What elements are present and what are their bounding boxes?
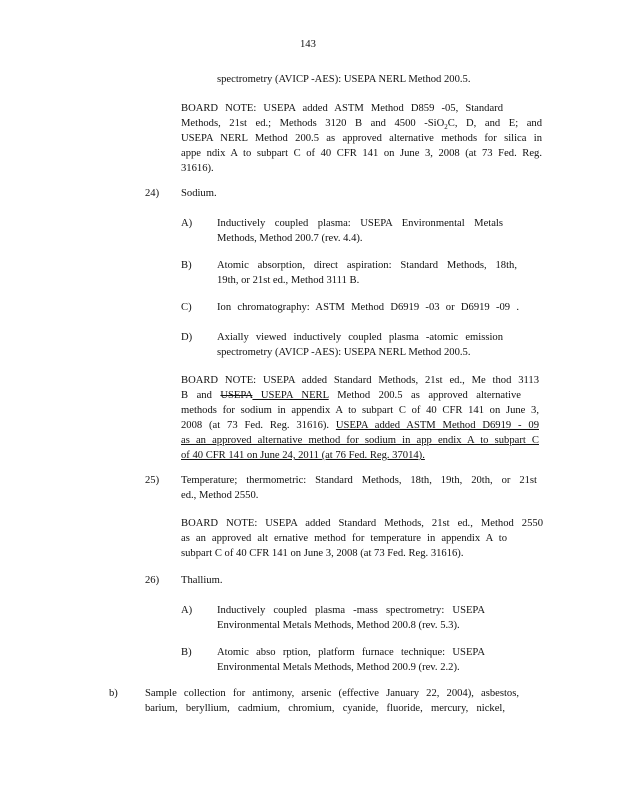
item-24b-label: B) xyxy=(181,260,192,271)
item-24c-line-1: Ion chromatography: ASTM Method D6919 -03 or D6919 -09 . xyxy=(217,302,519,313)
item-26-title: Thallium. xyxy=(181,575,223,586)
note-sodium-line-4: 2008 (at 73 Fed. Reg. 31616). USEPA added ASTM Method D6919 - 09 xyxy=(181,420,539,431)
item-26a-label: A) xyxy=(181,605,193,616)
note-sodium-line-6: of 40 CFR 141 on June 24, 2011 (at 76 Fed. Reg. 37014). xyxy=(181,450,425,461)
item-26b-label: B) xyxy=(181,647,192,658)
prev-item-d-continuation: spectrometry (AVICP -AES): USEPA NERL Method 200.5. xyxy=(217,74,471,85)
note-silica-line-4: appe ndix A to subpart C of 40 CFR 141 on June 3, 2008 (at 73 Fed. Reg. xyxy=(181,148,542,159)
item-26a-line-2: Environmental Metals Methods, Method 200.8 (rev. 5.3). xyxy=(217,620,460,631)
note-sodium-line-3: methods for sodium in appendix A to subpart C of 40 CFR 141 on June 3, xyxy=(181,405,539,416)
note-silica-line-5: 31616). xyxy=(181,163,214,174)
struck-text: USEPA xyxy=(220,390,253,401)
inserted-text: USEPA added ASTM Method D6919 - 09 xyxy=(335,420,539,431)
note-sodium-line-5: as an approved alternative method for sodium in app endix A to subpart C xyxy=(181,435,539,446)
item-25-number: 25) xyxy=(145,475,160,486)
item-24a-label: A) xyxy=(181,218,193,229)
note-sodium-line-1: BOARD NOTE: USEPA added Standard Methods, 21st ed., Me thod 3113 xyxy=(181,375,539,386)
note-silica-line-2: Methods, 21st ed.; Methods 3120 B and 4500 -SiO$_2$C, D, and E; and xyxy=(181,118,542,132)
inserted-text: USEPA NERL xyxy=(252,390,329,401)
page-number: 143 xyxy=(300,39,316,50)
item-24a-line-1: Inductively coupled plasma: USEPA Environmental Metals xyxy=(217,218,503,229)
note-silica-line-3: USEPA NERL Method 200.5 as approved alternative methods for silica in xyxy=(181,133,542,144)
item-24d-line-1: Axially viewed inductively coupled plasma -atomic emission xyxy=(217,332,503,343)
item-26a-line-1: Inductively coupled plasma -mass spectrometry: USEPA xyxy=(217,605,485,616)
item-b-line-2: barium, beryllium, cadmium, chromium, cyanide, fluoride, mercury, nickel, xyxy=(145,703,505,714)
item-26b-line-1: Atomic abso rption, platform furnace technique: USEPA xyxy=(217,647,485,658)
item-26b-line-2: Environmental Metals Methods, Method 200.9 (rev. 2.2). xyxy=(217,662,460,673)
note-temperature-line-2: as an approved alt ernative method for temperature in appendix A to xyxy=(181,533,507,544)
item-24c-label: C) xyxy=(181,302,192,313)
item-24b-line-2: 19th, or 21st ed., Method 3111 B. xyxy=(217,275,360,286)
item-26-number: 26) xyxy=(145,575,160,586)
item-24d-line-2: spectrometry (AVICP -AES): USEPA NERL Method 200.5. xyxy=(217,347,471,358)
item-25-line-1: Temperature; thermometric: Standard Methods, 18th, 19th, 20th, or 21st xyxy=(181,475,537,486)
note-temperature-line-1: BOARD NOTE: USEPA added Standard Methods, 21st ed., Method 2550 xyxy=(181,518,543,529)
item-24-number: 24) xyxy=(145,188,160,199)
item-b-line-1: Sample collection for antimony, arsenic (effective January 22, 2004), asbestos, xyxy=(145,688,519,699)
item-24b-line-1: Atomic absorption, direct aspiration: Standard Methods, 18th, xyxy=(217,260,517,271)
note-temperature-line-3: subpart C of 40 CFR 141 on June 3, 2008 (at 73 Fed. Reg. 31616). xyxy=(181,548,464,559)
item-b-label: b) xyxy=(109,688,118,699)
note-silica-line-1: BOARD NOTE: USEPA added ASTM Method D859 -05, Standard xyxy=(181,103,503,114)
item-24d-label: D) xyxy=(181,332,193,343)
item-25-line-2: ed., Method 2550. xyxy=(181,490,259,501)
item-24a-line-2: Methods, Method 200.7 (rev. 4.4). xyxy=(217,233,363,244)
item-24-title: Sodium. xyxy=(181,188,217,199)
note-sodium-line-2: B and USEPA USEPA NERL Method 200.5 as approved alternative xyxy=(181,390,521,401)
